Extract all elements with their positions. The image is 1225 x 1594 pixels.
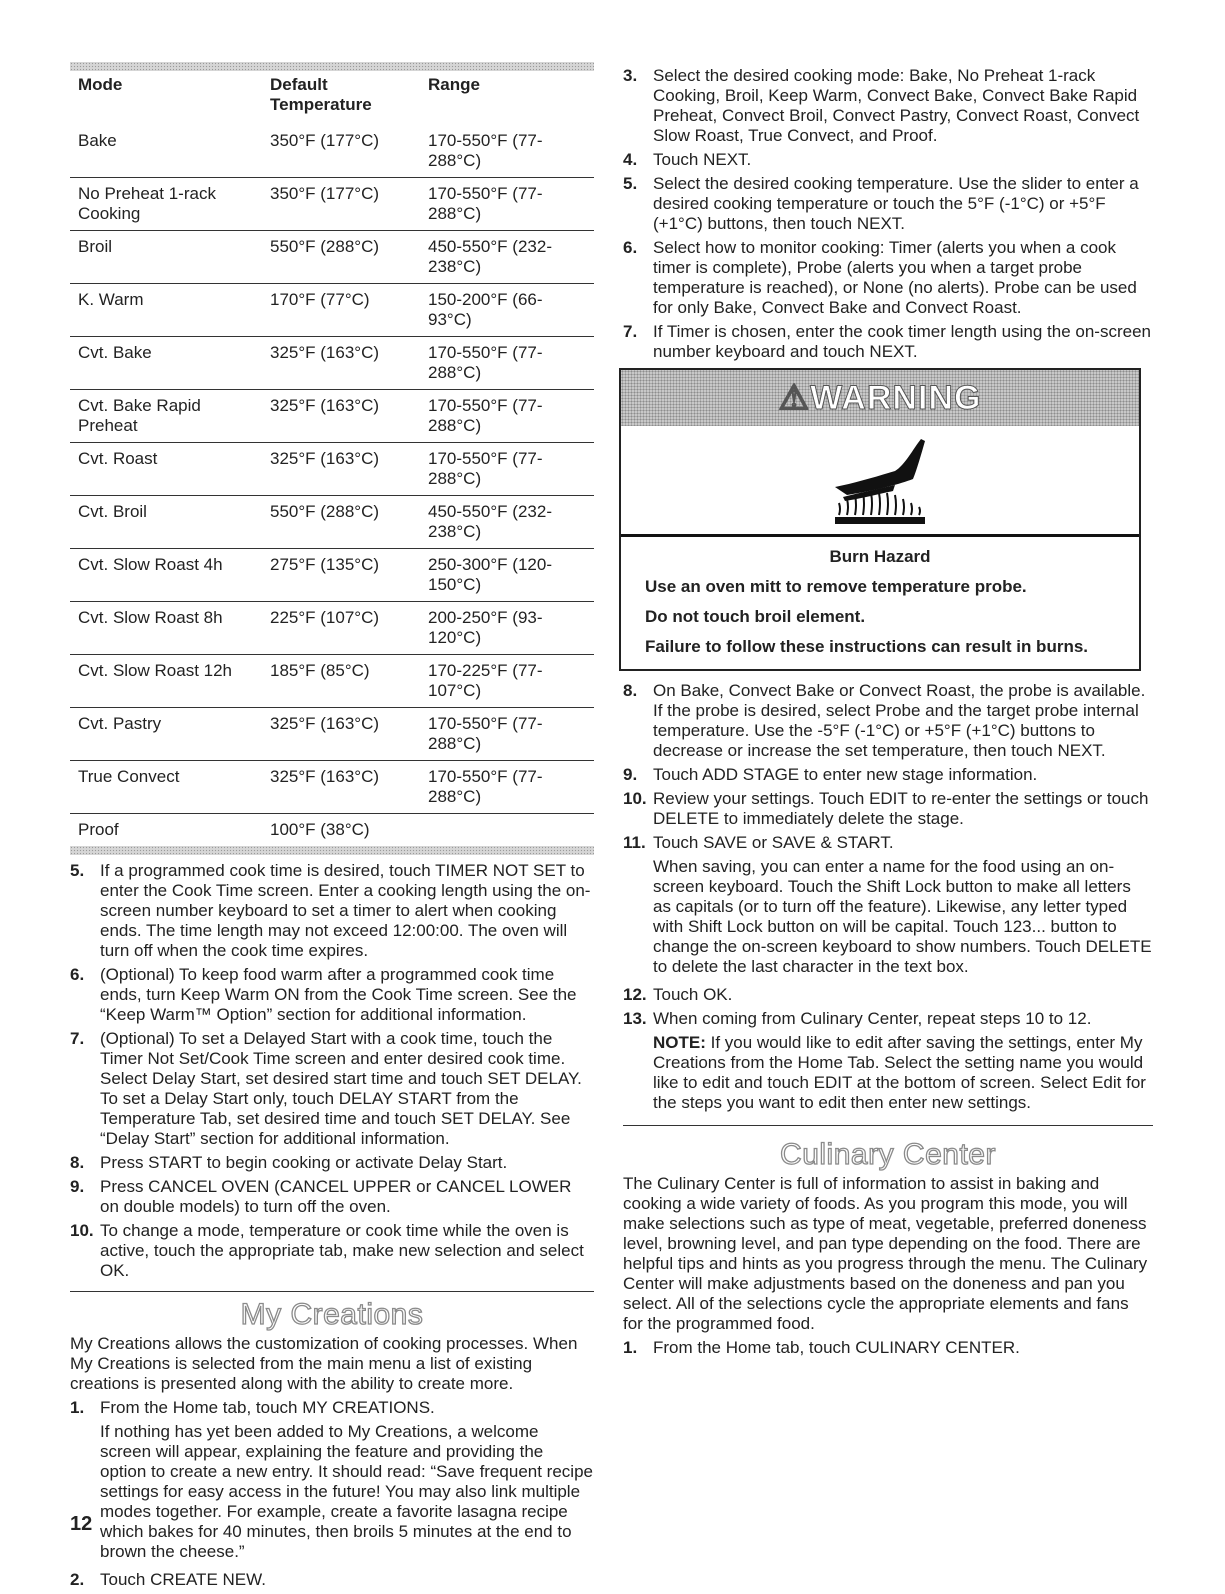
cell-default: 225°F (107°C)	[262, 602, 420, 655]
cell-range: 170-550°F (77-288°C)	[420, 178, 594, 231]
table-row	[70, 496, 594, 549]
warning-label: ⚠WARNING	[778, 379, 982, 417]
note-label: NOTE:	[653, 1033, 706, 1052]
cell-range: 200-250°F (93-120°C)	[420, 602, 594, 655]
cell-range: 450-550°F (232-238°C)	[420, 496, 594, 549]
step-text: Select how to monitor cooking: Timer (alerts you when a cook timer is complete), Probe (alerts you when a target probe temperature is reached), or None (no alerts). Probe can be used for only Bake, Convect Bake and Convect Roast.	[653, 238, 1137, 317]
list-item	[70, 1398, 594, 1418]
list-item	[623, 1338, 1153, 1358]
table-bottom-rule	[70, 846, 594, 855]
cell-mode: Cvt. Bake	[70, 337, 262, 390]
step-number: 2.	[70, 1570, 85, 1589]
culinary-center-intro: The Culinary Center is full of information to assist in baking and cooking a wide variety of foods. As you program this mode, you will make selections such as type of meat, vegetable, preferred doneness level, browning level, and pan type depending on the food. There are helpful tips and hints as you progress through the menu. The Culinary Center will make adjustments based on the doneness and pan you select. All of the selections cycle the appropriate elements and fans for the programmed food.	[623, 1174, 1148, 1333]
list-item	[70, 1221, 594, 1281]
cell-range: 170-550°F (77-288°C)	[420, 125, 594, 178]
warning-line: Do not touch broil element.	[645, 607, 866, 626]
cell-range: 170-550°F (77-288°C)	[420, 708, 594, 761]
step-number: 6.	[623, 238, 638, 257]
table-row	[70, 390, 594, 443]
cell-mode: Bake	[70, 125, 262, 178]
cell-default: 275°F (135°C)	[262, 549, 420, 602]
list-item	[70, 1177, 594, 1217]
list-item	[623, 322, 1153, 362]
list-item	[623, 150, 1153, 170]
step-number: 1.	[70, 1398, 85, 1417]
warning-line: Use an oven mitt to remove temperature probe.	[645, 577, 1027, 596]
left-column	[70, 62, 594, 1594]
right-steps-list-c	[623, 985, 1153, 1029]
step-text: To change a mode, temperature or cook time while the oven is active, touch the appropriate tab, make new selection and select OK.	[100, 1221, 584, 1280]
step-number: 7.	[623, 322, 638, 341]
header-mode: Mode	[78, 75, 123, 94]
step-text: Press CANCEL OVEN (CANCEL UPPER or CANCEL LOWER on double models) to turn off the oven.	[100, 1177, 572, 1216]
cell-default: 550°F (288°C)	[262, 231, 420, 284]
list-item	[623, 238, 1153, 318]
cell-default: 325°F (163°C)	[262, 708, 420, 761]
step-number: 4.	[623, 150, 638, 169]
list-item	[70, 965, 594, 1025]
step-text: Touch ADD STAGE to enter new stage information.	[653, 765, 1038, 784]
header-range: Range	[428, 75, 480, 94]
table-row	[70, 814, 594, 847]
step-number: 5.	[70, 861, 85, 880]
step-number: 10.	[70, 1221, 94, 1240]
warning-body	[621, 537, 1139, 669]
hand-heat-icon	[825, 435, 935, 525]
note-text: If you would like to edit after saving the settings, enter My Creations from the Home Tab. Select the setting name you would like to edit and touch EDIT at the bottom of screen. Select Edit for the steps you want to edit then enter new settings.	[653, 1033, 1146, 1112]
step-text: On Bake, Convect Bake or Convect Roast, the probe is available. If the probe is desired, select Probe and the target probe internal temperature. Use the -5°F (-1°C) or +5°F (+1°C) buttons to decrease or increase the set temperature, then touch NEXT.	[653, 681, 1146, 760]
table-row	[70, 178, 594, 231]
cell-range: 170-550°F (77-288°C)	[420, 443, 594, 496]
header-default: Default Temperature	[270, 75, 372, 114]
list-item	[623, 985, 1153, 1005]
cell-default: 350°F (177°C)	[262, 178, 420, 231]
burn-hazard-icon	[621, 426, 1139, 537]
cell-mode: No Preheat 1-rack Cooking	[70, 178, 262, 231]
list-item	[623, 833, 1153, 853]
cell-mode: Cvt. Bake Rapid Preheat	[70, 390, 262, 443]
cell-range	[420, 814, 594, 847]
modes-table	[70, 71, 594, 846]
step-number: 1.	[623, 1338, 638, 1357]
cell-mode: True Convect	[70, 761, 262, 814]
section-divider	[70, 1291, 594, 1292]
cell-mode: K. Warm	[70, 284, 262, 337]
step-text: Review your settings. Touch EDIT to re-enter the settings or touch DELETE to immediately delete the stage.	[653, 789, 1149, 828]
right-column	[623, 66, 1153, 1362]
list-item	[70, 1570, 594, 1590]
cell-default: 325°F (163°C)	[262, 761, 420, 814]
culinary-center-heading: Culinary Center	[780, 1138, 996, 1171]
page-number: 12	[70, 1513, 93, 1535]
cell-range: 150-200°F (66-93°C)	[420, 284, 594, 337]
list-item	[623, 174, 1153, 234]
step-text: (Optional) To keep food warm after a programmed cook time ends, turn Keep Warm ON from the Cook Time screen. See the “Keep Warm™ Option” section for additional information.	[100, 965, 577, 1024]
list-item	[70, 1029, 594, 1149]
cell-mode: Cvt. Slow Roast 4h	[70, 549, 262, 602]
right-steps-list-a	[623, 66, 1153, 362]
section-divider	[623, 1125, 1153, 1126]
step-text: Select the desired cooking mode: Bake, No Preheat 1-rack Cooking, Broil, Keep Warm, Convect Bake, Convect Bake Rapid Preheat, Convect Broil, Convect Pastry, Convect Roast, Convect Slow Roast, True Convect, and Proof.	[653, 66, 1140, 145]
list-item	[623, 681, 1153, 761]
step-text: Touch NEXT.	[653, 150, 752, 169]
step-text: From the Home tab, touch MY CREATIONS.	[100, 1398, 435, 1417]
my-creations-steps-2	[70, 1570, 594, 1590]
table-row	[70, 655, 594, 708]
cell-mode: Cvt. Broil	[70, 496, 262, 549]
step-number: 7.	[70, 1029, 85, 1048]
table-row	[70, 761, 594, 814]
cell-mode: Broil	[70, 231, 262, 284]
list-item	[70, 861, 594, 961]
list-item	[623, 789, 1153, 829]
table-row	[70, 337, 594, 390]
step-text: Select the desired cooking temperature. Use the slider to enter a desired cooking temperature or touch the 5°F (-1°C) or +5°F (+1°C) buttons, then touch NEXT.	[653, 174, 1139, 233]
cell-mode: Cvt. Roast	[70, 443, 262, 496]
cell-default: 325°F (163°C)	[262, 390, 420, 443]
cell-default: 325°F (163°C)	[262, 443, 420, 496]
step-text: If a programmed cook time is desired, touch TIMER NOT SET to enter the Cook Time screen. Enter a cooking length using the on-screen number keyboard to set a timer to alert when cooking ends. The time length may not exceed 12:00:00. The oven will turn off when the cook time expires.	[100, 861, 591, 960]
cell-range: 170-550°F (77-288°C)	[420, 390, 594, 443]
my-creations-heading: My Creations	[240, 1298, 424, 1331]
list-item	[623, 765, 1153, 785]
step-number: 8.	[70, 1153, 85, 1172]
table-top-rule	[70, 62, 594, 71]
step-number: 3.	[623, 66, 638, 85]
step-text: When coming from Culinary Center, repeat steps 10 to 12.	[653, 1009, 1092, 1028]
step-text: (Optional) To set a Delayed Start with a cook time, touch the Timer Not Set/Cook Time screen and enter desired cook time. Select Delay Start, set desired start time and touch SET DELAY. To set a Delay Start only, touch DELAY START from the Temperature Tab, set desired time and touch SET DELAY. See “Delay Start” section for additional information.	[100, 1029, 582, 1148]
warning-box	[619, 368, 1141, 671]
step-number: 10.	[623, 789, 647, 808]
note	[623, 1033, 1153, 1113]
cell-default: 325°F (163°C)	[262, 337, 420, 390]
step-number: 13.	[623, 1009, 647, 1028]
table-row	[70, 602, 594, 655]
step-number: 12.	[623, 985, 647, 1004]
cell-mode: Cvt. Pastry	[70, 708, 262, 761]
my-creations-steps	[70, 1398, 594, 1418]
warning-line: Failure to follow these instructions can result in burns.	[645, 637, 1089, 656]
my-creations-intro: My Creations allows the customization of cooking processes. When My Creations is selected from the main menu a list of existing creations is presented along with the ability to create more.	[70, 1334, 578, 1393]
cell-mode: Proof	[78, 820, 119, 839]
cell-mode: Cvt. Slow Roast 12h	[70, 655, 262, 708]
step-text: Press START to begin cooking or activate Delay Start.	[100, 1153, 508, 1172]
table-row	[70, 284, 594, 337]
list-item	[623, 66, 1153, 146]
cell-mode: Cvt. Slow Roast 8h	[70, 602, 262, 655]
warning-header	[621, 370, 1139, 426]
step-number: 11.	[623, 833, 646, 852]
table-header-row	[70, 71, 594, 125]
step-number: 5.	[623, 174, 638, 193]
culinary-steps	[623, 1338, 1153, 1358]
step-number: 9.	[623, 765, 638, 784]
table-row	[70, 231, 594, 284]
cell-range: 170-550°F (77-288°C)	[420, 337, 594, 390]
table-row	[70, 708, 594, 761]
right-steps-list-b	[623, 681, 1153, 853]
table-row	[70, 125, 594, 178]
cell-range: 250-300°F (120-150°C)	[420, 549, 594, 602]
cell-range: 170-225°F (77-107°C)	[420, 655, 594, 708]
step-text: If Timer is chosen, enter the cook timer length using the on-screen number keyboard and touch NEXT.	[653, 322, 1151, 361]
step-text: From the Home tab, touch CULINARY CENTER.	[653, 1338, 1020, 1357]
step-text: Touch CREATE NEW.	[100, 1570, 266, 1589]
cell-range: 170-550°F (77-288°C)	[420, 761, 594, 814]
cell-default: 350°F (177°C)	[262, 125, 420, 178]
step11-detail: When saving, you can enter a name for the food using an on-screen keyboard. Touch the Shift Lock button to make all letters as capitals (or to turn off the feature). Likewise, any letter typed with Shift Lock button on will be capital. Touch 123... button to change the on-screen keyboard to show numbers. Touch DELETE to delete the last character in the text box.	[653, 857, 1152, 976]
cell-default: 170°F (77°C)	[262, 284, 420, 337]
cell-range: 450-550°F (232-238°C)	[420, 231, 594, 284]
step-text: Touch SAVE or SAVE & START.	[653, 833, 894, 852]
list-item	[623, 1009, 1153, 1029]
cell-default: 100°F (38°C)	[270, 820, 370, 839]
step-number: 6.	[70, 965, 85, 984]
list-item	[70, 1153, 594, 1173]
left-steps-list	[70, 861, 594, 1281]
table-row	[70, 443, 594, 496]
step-number: 9.	[70, 1177, 85, 1196]
cell-default: 185°F (85°C)	[262, 655, 420, 708]
my-creations-step1-detail: If nothing has yet been added to My Creations, a welcome screen will appear, explaining the feature and providing the option to create a new entry. It should read: “Save frequent recipe settings for easy access in the future! You may also link multiple modes together. For example, create a favorite lasagna recipe which bakes for 40 minutes, then broils 5 minutes at the end to brown the cheese.”	[100, 1422, 593, 1561]
step-number: 8.	[623, 681, 638, 700]
step-text: Touch OK.	[653, 985, 733, 1004]
cell-default: 550°F (288°C)	[262, 496, 420, 549]
table-row	[70, 549, 594, 602]
table-body	[70, 125, 594, 846]
warning-title: Burn Hazard	[829, 547, 931, 566]
